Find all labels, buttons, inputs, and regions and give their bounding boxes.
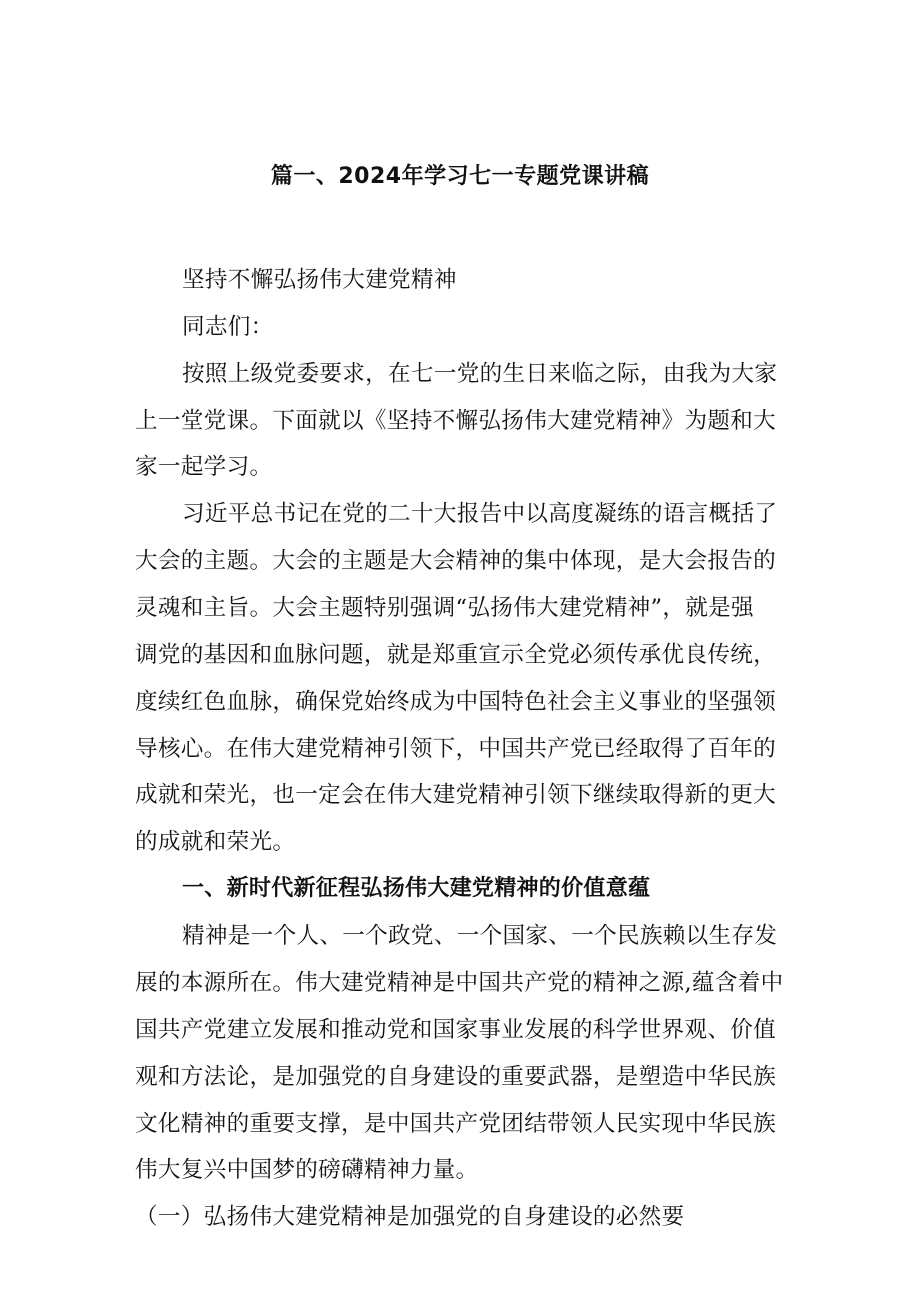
paragraph-2-line-1: 习近平总书记在党的二十大报告中以高度凝练的语言概括了 <box>182 501 778 527</box>
paragraph-3-line-2: 展的本源所在。伟大建党精神是中国共产党的精神之源,蕴含着中 <box>135 970 784 996</box>
paragraph-2-line-2: 大会的主题。大会的主题是大会精神的集中体现，是大会报告的 <box>135 548 777 574</box>
paragraph-3-line-1: 精神是一个人、一个政党、一个国家、一个民族赖以生存发 <box>182 923 778 949</box>
paragraph-3-line-7: （一）弘扬伟大建党精神是加强党的自身建设的必然要 <box>135 1204 685 1230</box>
paragraph-3-line-3: 国共产党建立发展和推动党和国家事业发展的科学世界观、价值 <box>135 1017 777 1043</box>
salutation: 同志们： <box>182 314 274 340</box>
paragraph-1-line-1: 按照上级党委要求，在七一党的生日来临之际，由我为大家 <box>182 361 778 387</box>
paragraph-3-line-6: 伟大复兴中国梦的磅礴精神力量。 <box>135 1157 479 1183</box>
paragraph-1-line-2: 上一堂党课。下面就以《坚持不懈弘扬伟大建党精神》为题和大 <box>135 408 777 434</box>
paragraph-2-line-7: 成就和荣光，也一定会在伟大建党精神引领下继续取得新的更大 <box>135 782 777 808</box>
paragraph-2-line-3: 灵魂和主旨。大会主题特别强调“弘扬伟大建党精神”，就是强 <box>135 595 754 621</box>
paragraph-2-line-6: 导核心。在伟大建党精神引领下，中国共产党已经取得了百年的 <box>135 736 777 762</box>
paragraph-1-line-3: 家一起学习。 <box>135 454 273 480</box>
paragraph-2-line-5: 度续红色血脉，确保党始终成为中国特色社会主义事业的坚强领 <box>135 689 777 715</box>
paragraph-2-line-8: 的成就和荣光。 <box>135 829 296 855</box>
paragraph-3-line-4: 观和方法论，是加强党的自身建设的重要武器，是塑造中华民族 <box>135 1064 777 1090</box>
paragraph-2-line-4: 调党的基因和血脉问题，就是郑重宣示全党必须传承优良传统， <box>135 642 777 668</box>
section-heading-1: 一、新时代新征程弘扬伟大建党精神的价值意蕴 <box>182 876 651 901</box>
subtitle: 坚持不懈弘扬伟大建党精神 <box>182 267 457 293</box>
paragraph-3-line-5: 文化精神的重要支撑，是中国共产党团结带领人民实现中华民族 <box>135 1111 777 1137</box>
document-title: 篇一、2024年学习七一专题党课讲稿 <box>270 164 650 189</box>
